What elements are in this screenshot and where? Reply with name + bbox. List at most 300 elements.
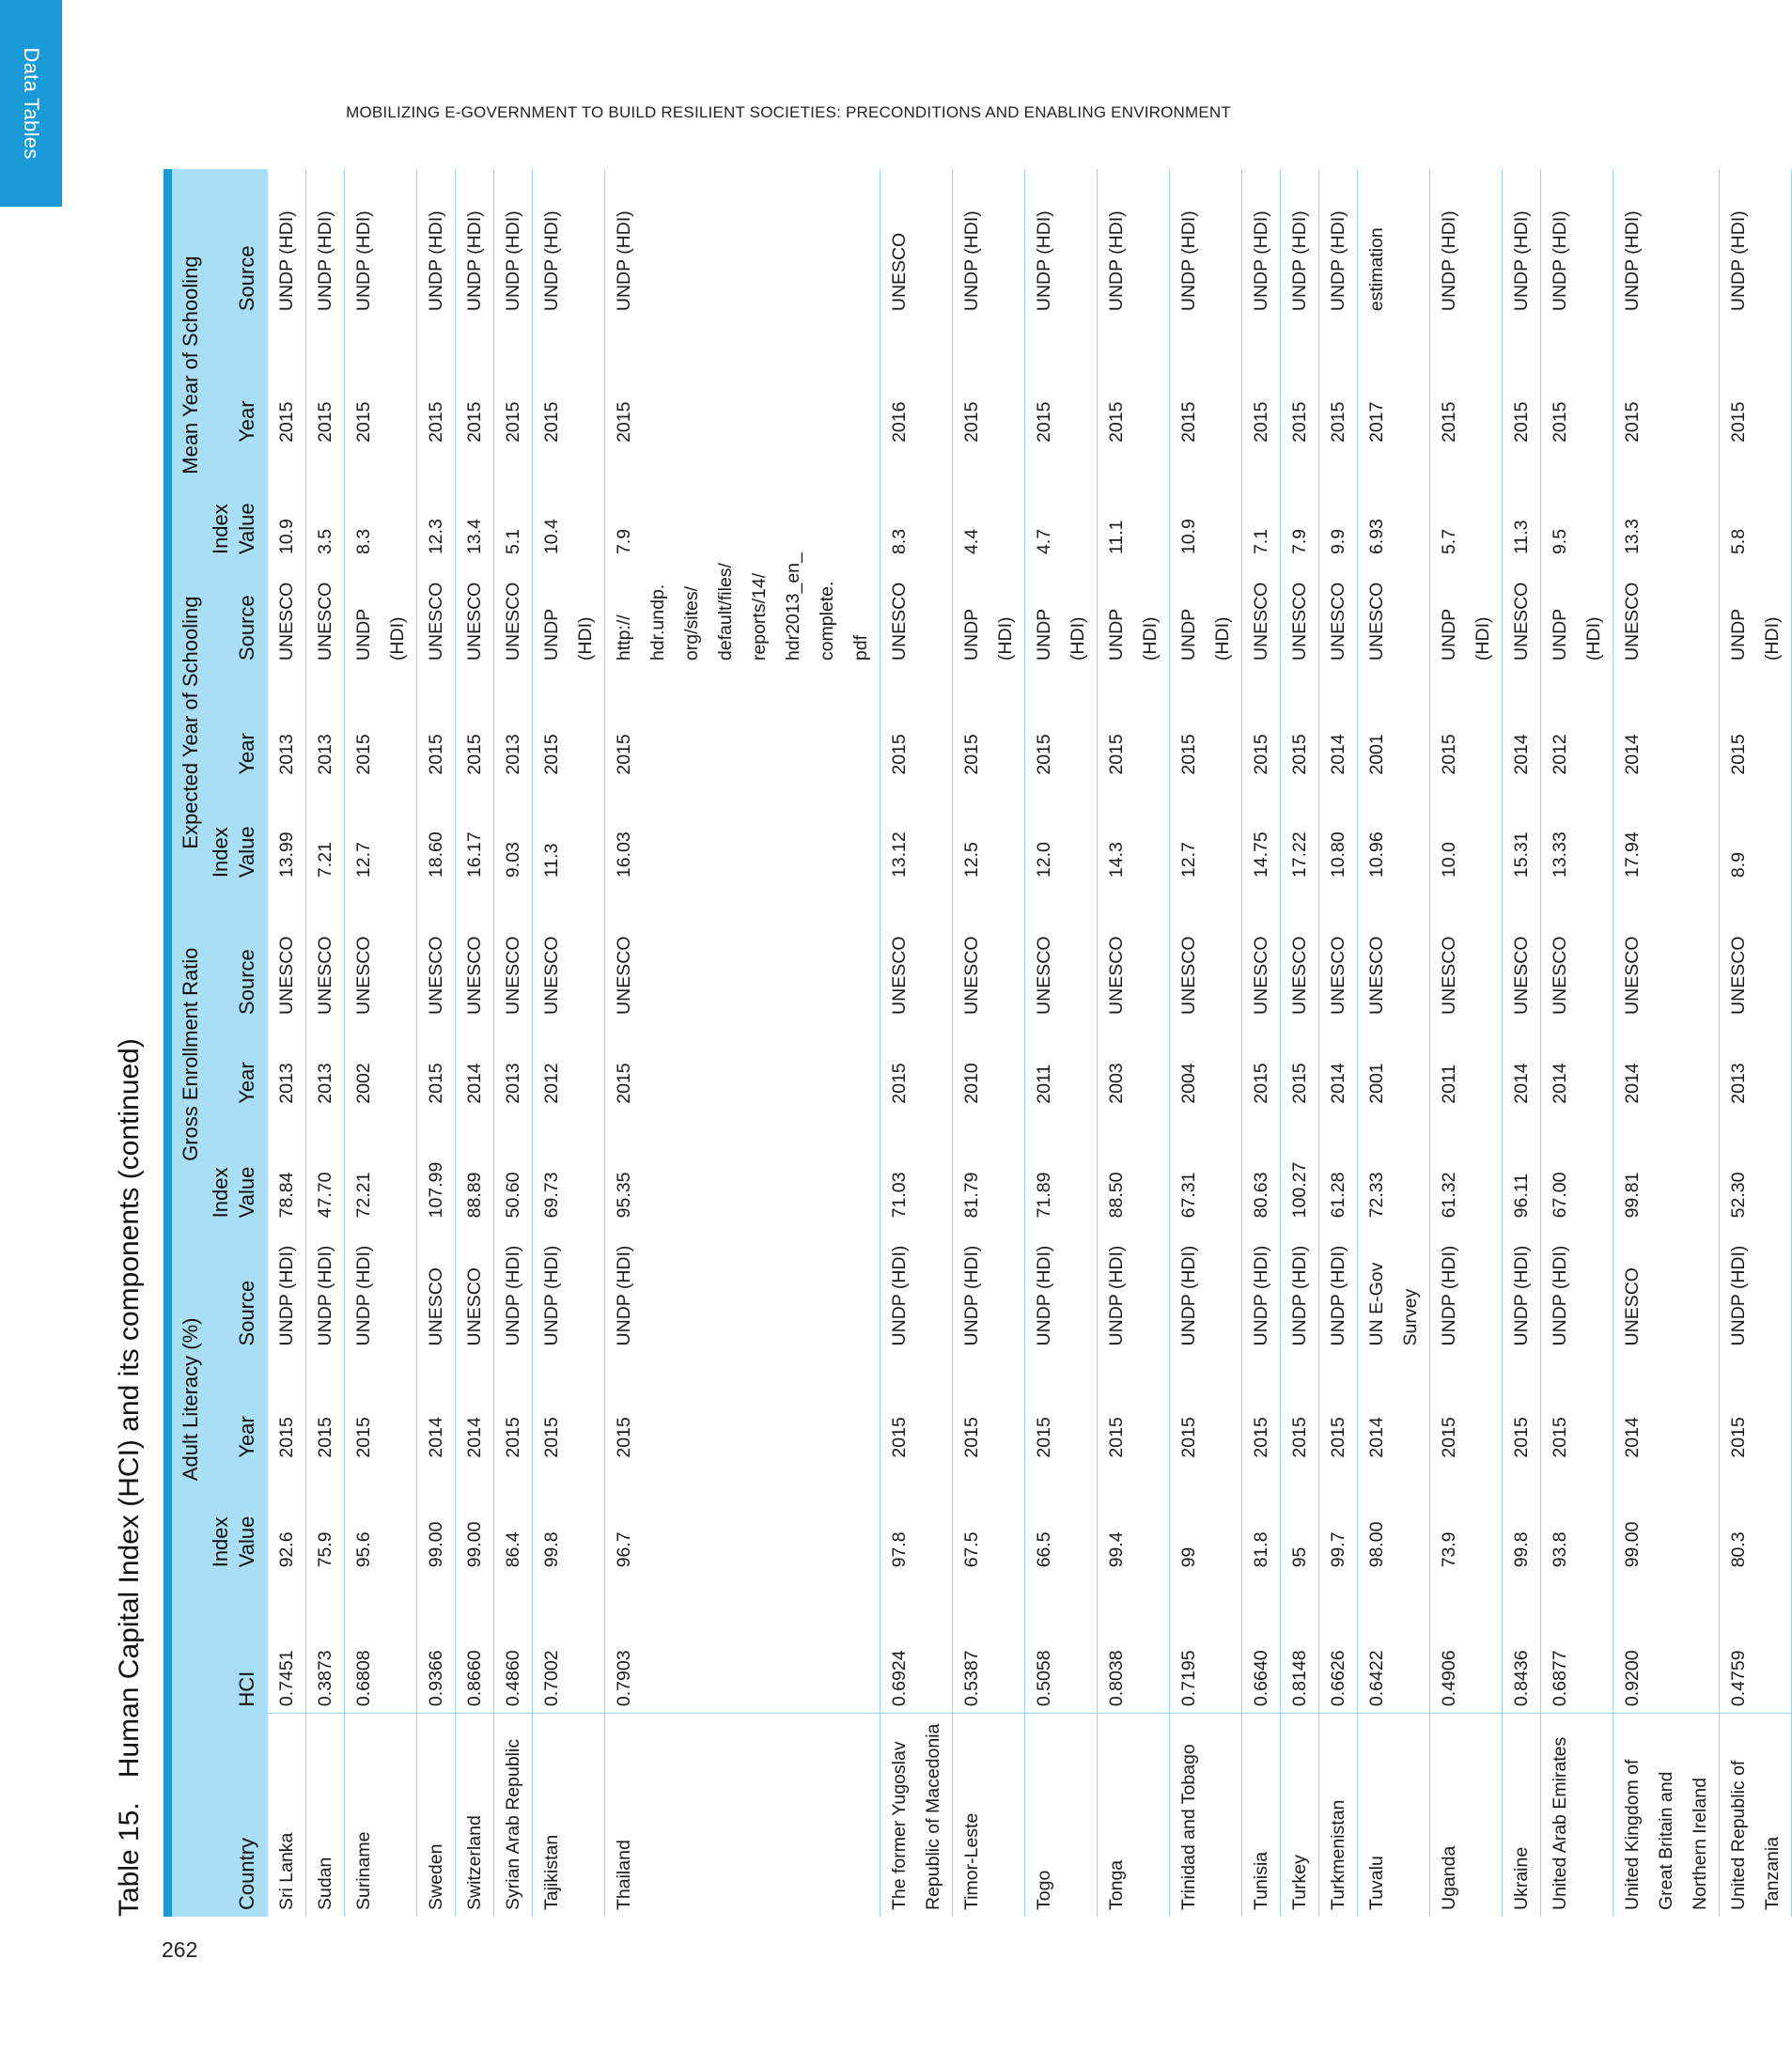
cell-ex-value: 16.03 xyxy=(614,831,634,878)
cell-ex-source: UNDP (HDI) xyxy=(1728,609,1783,661)
cell-ge-year: 2013 xyxy=(276,1063,297,1104)
cell-mn-source: UNDP (HDI) xyxy=(1289,210,1310,312)
cell-ex-year: 2014 xyxy=(1511,734,1532,775)
cell-ex-source: UNDP (HDI) xyxy=(541,609,596,661)
cell-mn-year: 2015 xyxy=(1251,401,1271,443)
table-row xyxy=(417,169,456,1917)
cell-al-value: 80.3 xyxy=(1728,1531,1749,1568)
cell-mn-value: 3.5 xyxy=(315,528,335,555)
cell-ge-value: 71.03 xyxy=(889,1172,910,1219)
cell-ge-value: 61.32 xyxy=(1439,1172,1459,1219)
cell-mn-source: UNDP (HDI) xyxy=(1328,210,1348,312)
cell-hci: 0.6422 xyxy=(1366,1650,1387,1707)
cell-hci: 0.6808 xyxy=(353,1650,374,1707)
cell-ex-value: 13.99 xyxy=(276,831,297,878)
cell-hci: 0.7002 xyxy=(541,1650,562,1707)
cell-ex-year: 2015 xyxy=(614,734,634,775)
cell-mn-year: 2015 xyxy=(276,401,297,443)
cell-ex-year: 2015 xyxy=(889,734,910,775)
cell-al-source: UNESCO xyxy=(426,1267,446,1346)
cell-al-source: UNESCO xyxy=(1622,1267,1643,1346)
cell-ex-source: UNESCO xyxy=(1251,582,1271,661)
cell-ex-source: UNDP (HDI) xyxy=(961,609,1016,661)
cell-al-value: 99.4 xyxy=(1106,1531,1127,1568)
cell-ge-year: 2003 xyxy=(1106,1063,1127,1104)
cell-al-year: 2015 xyxy=(503,1417,523,1458)
cell-ex-year: 2015 xyxy=(961,734,982,775)
cell-al-value: 92.6 xyxy=(276,1531,297,1568)
table-row xyxy=(268,169,306,1917)
cell-mn-value: 9.5 xyxy=(1550,528,1570,555)
cell-al-year: 2015 xyxy=(614,1417,634,1458)
cell-mn-year: 2015 xyxy=(464,401,485,443)
cell-country: Tonga xyxy=(1098,1714,1170,1917)
cell-al-source: UNDP (HDI) xyxy=(1328,1245,1348,1346)
cell-ex-value: 14.75 xyxy=(1251,831,1271,878)
cell-ex-year: 2012 xyxy=(1550,734,1570,775)
cell-hci: 0.8436 xyxy=(1511,1650,1532,1707)
table-header xyxy=(164,169,268,1917)
cell-mn-source: UNDP (HDI) xyxy=(1178,210,1199,312)
group-mean-schooling: Mean Year of Schooling xyxy=(172,169,206,561)
cell-country: Switzerland xyxy=(456,1714,494,1917)
cell-mn-value: 7.9 xyxy=(1289,528,1310,555)
cell-mn-year: 2015 xyxy=(1289,401,1310,443)
cell-ex-value: 12.7 xyxy=(1178,842,1199,878)
cell-mn-year: 2015 xyxy=(1550,401,1570,443)
col-ex-source: Source xyxy=(206,561,268,667)
cell-mn-value: 6.93 xyxy=(1366,519,1387,555)
cell-ge-value: 67.00 xyxy=(1550,1172,1570,1219)
cell-ex-value: 16.17 xyxy=(464,831,485,878)
cell-ex-source: UNDP (HDI) xyxy=(1178,609,1233,661)
cell-mn-year: 2015 xyxy=(1439,401,1459,443)
cell-al-year: 2015 xyxy=(1106,1417,1127,1458)
cell-country: Syrian Arab Republic xyxy=(494,1714,533,1917)
cell-al-value: 96.7 xyxy=(614,1531,634,1568)
cell-ge-value: 88.89 xyxy=(464,1172,485,1219)
cell-al-source: UNDP (HDI) xyxy=(276,1245,297,1346)
cell-ex-source: UNESCO xyxy=(426,582,446,661)
cell-hci: 0.4906 xyxy=(1439,1650,1459,1707)
cell-al-source: UNDP (HDI) xyxy=(961,1245,982,1346)
cell-ex-value: 13.12 xyxy=(889,831,910,878)
cell-mn-source: UNESCO xyxy=(889,232,910,312)
cell-ge-source: UNESCO xyxy=(503,936,523,1015)
cell-ge-source: UNESCO xyxy=(1178,936,1199,1015)
cell-ge-source: UNESCO xyxy=(961,936,982,1015)
cell-al-value: 99.00 xyxy=(464,1521,485,1568)
cell-al-source: UNDP (HDI) xyxy=(614,1245,634,1346)
col-ex-value: Index Value xyxy=(206,782,268,884)
cell-hci: 0.6626 xyxy=(1328,1650,1348,1707)
cell-mn-source: UNDP (HDI) xyxy=(541,210,562,312)
table-number: Table 15. xyxy=(114,1802,145,1917)
cell-ex-year: 2015 xyxy=(1251,734,1271,775)
cell-ex-year: 2015 xyxy=(1034,734,1054,775)
cell-hci: 0.5387 xyxy=(961,1650,982,1707)
table-row xyxy=(1319,169,1358,1917)
col-al-year: Year xyxy=(206,1352,268,1464)
cell-mn-value: 4.7 xyxy=(1034,528,1054,555)
cell-ge-source: UNESCO xyxy=(276,936,297,1015)
cell-ge-year: 2015 xyxy=(426,1063,446,1104)
col-ge-year: Year xyxy=(206,1021,268,1111)
cell-ex-source: UNDP (HDI) xyxy=(1034,609,1088,661)
cell-hci: 0.9200 xyxy=(1622,1650,1643,1707)
cell-ge-source: UNESCO xyxy=(315,936,335,1015)
cell-ex-source: UNESCO xyxy=(1366,582,1387,661)
cell-ex-value: 8.9 xyxy=(1728,851,1749,878)
cell-al-source: UNDP (HDI) xyxy=(503,1245,523,1346)
cell-ex-value: 14.3 xyxy=(1106,842,1127,878)
cell-ex-source: UNESCO xyxy=(889,582,910,661)
page-number: 262 xyxy=(162,1937,198,1962)
cell-al-year: 2015 xyxy=(541,1417,562,1458)
cell-al-source: UNDP (HDI) xyxy=(1511,1245,1532,1346)
cell-ex-value: 10.0 xyxy=(1439,842,1459,878)
cell-ge-source: UNESCO xyxy=(1511,936,1532,1015)
cell-al-year: 2015 xyxy=(1034,1417,1054,1458)
col-al-value: Index Value xyxy=(206,1465,268,1575)
col-ex-year: Year xyxy=(206,667,268,782)
table-row xyxy=(1242,169,1281,1917)
cell-ge-value: 95.35 xyxy=(614,1172,634,1219)
cell-mn-source: UNDP (HDI) xyxy=(276,210,297,312)
table-row xyxy=(1170,169,1242,1917)
table-row xyxy=(1430,169,1503,1917)
cell-al-value: 99.7 xyxy=(1328,1531,1348,1568)
cell-ex-year: 2015 xyxy=(1289,734,1310,775)
cell-mn-source: UNDP (HDI) xyxy=(1550,210,1570,312)
table-row xyxy=(494,169,533,1917)
cell-mn-source: UNDP (HDI) xyxy=(464,210,485,312)
cell-ex-source: UNDP (HDI) xyxy=(1550,609,1604,661)
col-ge-source: Source xyxy=(206,884,268,1021)
cell-ge-year: 2014 xyxy=(464,1063,485,1104)
cell-ex-source: UNESCO xyxy=(276,582,297,661)
table-row xyxy=(1720,169,1792,1917)
cell-al-source: UNDP (HDI) xyxy=(1178,1245,1199,1346)
cell-ex-value: 17.22 xyxy=(1289,831,1310,878)
cell-ex-year: 2014 xyxy=(1622,734,1643,775)
cell-hci: 0.7903 xyxy=(614,1650,634,1707)
cell-ge-year: 2014 xyxy=(1550,1063,1570,1104)
cell-al-value: 99 xyxy=(1178,1546,1199,1568)
cell-mn-source: UNDP (HDI) xyxy=(1251,210,1271,312)
cell-hci: 0.4860 xyxy=(503,1650,523,1707)
cell-al-value: 73.9 xyxy=(1439,1531,1459,1568)
cell-ge-year: 2012 xyxy=(541,1063,562,1104)
cell-ex-year: 2013 xyxy=(315,734,335,775)
cell-ge-year: 2014 xyxy=(1622,1063,1643,1104)
cell-mn-year: 2015 xyxy=(1728,401,1749,443)
cell-ge-source: UNESCO xyxy=(1622,936,1643,1015)
cell-mn-source: UNDP (HDI) xyxy=(353,210,374,312)
table-body xyxy=(268,169,1792,1917)
cell-mn-year: 2015 xyxy=(426,401,446,443)
table-row xyxy=(345,169,417,1917)
cell-mn-value: 4.4 xyxy=(961,528,982,555)
cell-ex-value: 12.7 xyxy=(353,842,374,878)
cell-ge-year: 2010 xyxy=(961,1063,982,1104)
cell-mn-source: UNDP (HDI) xyxy=(426,210,446,312)
cell-ge-value: 67.31 xyxy=(1178,1172,1199,1219)
cell-mn-value: 5.1 xyxy=(503,528,523,555)
cell-ge-year: 2015 xyxy=(614,1063,634,1104)
cell-hci: 0.9366 xyxy=(426,1650,446,1707)
cell-ex-year: 2015 xyxy=(426,734,446,775)
cell-mn-source: UNDP (HDI) xyxy=(1106,210,1127,312)
cell-mn-value: 5.8 xyxy=(1728,528,1749,555)
cell-mn-year: 2015 xyxy=(353,401,374,443)
cell-ge-year: 2015 xyxy=(889,1063,910,1104)
cell-mn-year: 2015 xyxy=(1178,401,1199,443)
cell-ge-source: UNESCO xyxy=(464,936,485,1015)
cell-ge-year: 2004 xyxy=(1178,1063,1199,1104)
cell-mn-value: 13.3 xyxy=(1622,519,1643,555)
table-row xyxy=(953,169,1025,1917)
cell-ex-source: UNESCO xyxy=(464,582,485,661)
cell-al-value: 99.00 xyxy=(1622,1521,1643,1568)
cell-mn-value: 8.3 xyxy=(353,528,374,555)
cell-ge-source: UNESCO xyxy=(1439,936,1459,1015)
cell-al-year: 2015 xyxy=(315,1417,335,1458)
col-mn-year: Year xyxy=(206,318,268,449)
cell-al-value: 99.00 xyxy=(426,1521,446,1568)
cell-ge-year: 2013 xyxy=(315,1063,335,1104)
col-ge-value: Index Value xyxy=(206,1111,268,1225)
cell-al-value: 75.9 xyxy=(315,1531,335,1568)
cell-ex-value: 12.0 xyxy=(1034,842,1054,878)
cell-ge-value: 100.27 xyxy=(1289,1161,1310,1219)
cell-ex-value: 10.96 xyxy=(1366,831,1387,878)
cell-ex-year: 2013 xyxy=(503,734,523,775)
cell-ex-source: UNESCO xyxy=(1511,582,1532,661)
cell-al-source: UN E-Gov Survey xyxy=(1366,1262,1421,1346)
cell-al-value: 99.8 xyxy=(1511,1531,1532,1568)
cell-mn-source: estimation xyxy=(1366,227,1387,312)
cell-mn-source: UNDP (HDI) xyxy=(315,210,335,312)
cell-al-source: UNDP (HDI) xyxy=(1728,1245,1749,1346)
cell-ex-source: UNDP (HDI) xyxy=(1439,609,1493,661)
table-row xyxy=(1613,169,1720,1917)
cell-al-year: 2015 xyxy=(889,1417,910,1458)
cell-mn-value: 11.1 xyxy=(1106,520,1127,555)
table-row xyxy=(1503,169,1541,1917)
cell-ge-year: 2011 xyxy=(1034,1064,1054,1104)
col-hci: HCI xyxy=(206,1574,268,1713)
cell-ge-source: UNESCO xyxy=(889,936,910,1015)
cell-country: Trinidad and Tobago xyxy=(1170,1714,1242,1917)
cell-ge-source: UNESCO xyxy=(1728,936,1749,1015)
cell-al-year: 2015 xyxy=(1178,1417,1199,1458)
cell-mn-source: UNDP (HDI) xyxy=(503,210,523,312)
cell-mn-source: UNDP (HDI) xyxy=(961,210,982,312)
cell-mn-value: 10.9 xyxy=(1178,519,1199,555)
cell-ge-value: 78.84 xyxy=(276,1172,297,1219)
cell-mn-value: 9.9 xyxy=(1328,528,1348,555)
cell-country: United Arab Emirates xyxy=(1541,1714,1613,1917)
table-row xyxy=(605,169,880,1917)
cell-al-year: 2015 xyxy=(1328,1417,1348,1458)
cell-ge-source: UNESCO xyxy=(1034,936,1054,1015)
cell-al-value: 81.8 xyxy=(1251,1531,1271,1568)
cell-mn-year: 2015 xyxy=(315,401,335,443)
cell-ex-value: 11.3 xyxy=(541,843,562,878)
cell-ex-value: 15.31 xyxy=(1511,831,1532,878)
cell-ex-year: 2015 xyxy=(541,734,562,775)
cell-ex-source: UNDP (HDI) xyxy=(353,609,408,661)
cell-al-value: 97.8 xyxy=(889,1531,910,1568)
cell-ex-value: 17.94 xyxy=(1622,831,1643,878)
cell-al-value: 86.4 xyxy=(503,1531,523,1568)
cell-al-source: UNDP (HDI) xyxy=(1034,1245,1054,1346)
cell-mn-year: 2015 xyxy=(1622,401,1643,443)
cell-mn-value: 5.7 xyxy=(1439,528,1459,555)
cell-ge-year: 2015 xyxy=(1289,1063,1310,1104)
cell-ex-year: 2015 xyxy=(1106,734,1127,775)
cell-ex-source: UNESCO xyxy=(503,582,523,661)
cell-al-value: 66.5 xyxy=(1034,1531,1054,1568)
cell-ge-year: 2015 xyxy=(1251,1063,1271,1104)
cell-country: Sri Lanka xyxy=(268,1714,306,1917)
cell-hci: 0.8038 xyxy=(1106,1650,1127,1707)
cell-hci: 0.3873 xyxy=(315,1650,335,1707)
cell-country: Tunisia xyxy=(1242,1714,1281,1917)
cell-ge-value: 81.79 xyxy=(961,1172,982,1219)
cell-al-year: 2015 xyxy=(276,1417,297,1458)
cell-country: Timor-Leste xyxy=(953,1714,1025,1917)
cell-country: Tajikistan xyxy=(533,1714,605,1917)
cell-hci: 0.8660 xyxy=(464,1650,485,1707)
cell-ex-value: 7.21 xyxy=(315,842,335,878)
table-row xyxy=(1358,169,1430,1917)
cell-ex-year: 2015 xyxy=(1178,734,1199,775)
cell-ge-year: 2014 xyxy=(1328,1063,1348,1104)
cell-ge-source: UNESCO xyxy=(1106,936,1127,1015)
cell-ge-value: 99.81 xyxy=(1622,1172,1643,1219)
cell-al-source: UNDP (HDI) xyxy=(353,1245,374,1346)
cell-al-year: 2015 xyxy=(1728,1417,1749,1458)
cell-country: Togo xyxy=(1025,1714,1098,1917)
cell-al-source: UNDP (HDI) xyxy=(889,1245,910,1346)
cell-al-value: 67.5 xyxy=(961,1531,982,1568)
cell-mn-year: 2015 xyxy=(614,401,634,443)
cell-ge-source: UNESCO xyxy=(1550,936,1570,1015)
cell-ex-year: 2014 xyxy=(1328,734,1348,775)
cell-mn-value: 10.4 xyxy=(541,519,562,555)
cell-ge-source: UNESCO xyxy=(1289,936,1310,1015)
cell-al-value: 98.00 xyxy=(1366,1521,1387,1568)
hci-table xyxy=(164,169,1792,1917)
table-caption: Human Capital Index (HCI) and its components (continued) xyxy=(114,1038,145,1779)
cell-ge-year: 2013 xyxy=(1728,1063,1749,1104)
cell-ge-value: 88.50 xyxy=(1106,1172,1127,1219)
cell-al-year: 2014 xyxy=(1622,1417,1643,1458)
cell-ge-source: UNESCO xyxy=(1251,936,1271,1015)
cell-ge-source: UNESCO xyxy=(614,936,634,1015)
cell-ex-value: 12.5 xyxy=(961,842,982,878)
table-row xyxy=(1281,169,1319,1917)
cell-al-year: 2014 xyxy=(464,1417,485,1458)
cell-hci: 0.7195 xyxy=(1178,1650,1199,1707)
table-row xyxy=(1541,169,1613,1917)
section-tab-label: Data Tables xyxy=(20,47,43,160)
cell-mn-source: UNDP (HDI) xyxy=(1511,210,1532,312)
cell-country: Suriname xyxy=(345,1714,417,1917)
cell-al-source: UNDP (HDI) xyxy=(315,1245,335,1346)
cell-mn-value: 10.9 xyxy=(276,519,297,555)
cell-ge-value: 72.21 xyxy=(353,1172,374,1219)
cell-country: Ukraine xyxy=(1503,1714,1541,1917)
cell-al-value: 99.8 xyxy=(541,1531,562,1568)
cell-mn-year: 2016 xyxy=(889,401,910,443)
cell-ge-source: UNESCO xyxy=(353,936,374,1015)
cell-al-year: 2015 xyxy=(1289,1417,1310,1458)
cell-al-value: 95 xyxy=(1289,1546,1310,1568)
cell-ge-value: 52.30 xyxy=(1728,1172,1749,1219)
cell-mn-source: UNDP (HDI) xyxy=(1439,210,1459,312)
cell-mn-year: 2015 xyxy=(1034,401,1054,443)
cell-country: The former Yugoslav Republic of Macedonia xyxy=(880,1714,953,1917)
cell-country: Sudan xyxy=(306,1714,345,1917)
cell-ge-value: 80.63 xyxy=(1251,1172,1271,1219)
cell-ge-source: UNESCO xyxy=(426,936,446,1015)
cell-mn-value: 8.3 xyxy=(889,528,910,555)
cell-ex-value: 18.60 xyxy=(426,831,446,878)
cell-al-value: 93.8 xyxy=(1550,1531,1570,1568)
group-expected-schooling: Expected Year of Schooling xyxy=(172,561,206,884)
cell-al-source: UNDP (HDI) xyxy=(1106,1245,1127,1346)
cell-country: United Kingdom of Great Britain and Northern Ireland xyxy=(1613,1714,1720,1917)
cell-al-year: 2015 xyxy=(1439,1417,1459,1458)
cell-ge-value: 61.28 xyxy=(1328,1172,1348,1219)
cell-hci: 0.8148 xyxy=(1289,1650,1310,1707)
cell-ex-source: http:// hdr.undp. org/sites/ default/files/ reports/14/ hdr2013_en_ complete. pdf xyxy=(614,552,871,661)
col-mn-value: Index Value xyxy=(206,449,268,561)
cell-ge-value: 47.70 xyxy=(315,1172,335,1219)
table-row xyxy=(1098,169,1170,1917)
group-gross-enrollment: Gross Enrollment Ratio xyxy=(172,884,206,1224)
header-accent-bar xyxy=(164,169,172,1917)
table-row xyxy=(533,169,605,1917)
col-al-source: Source xyxy=(206,1224,268,1352)
cell-country: Tuvalu xyxy=(1358,1714,1430,1917)
cell-ex-source: UNESCO xyxy=(1289,582,1310,661)
cell-ex-value: 13.33 xyxy=(1550,831,1570,878)
cell-country: Uganda xyxy=(1430,1714,1503,1917)
table-row xyxy=(1025,169,1098,1917)
cell-al-year: 2014 xyxy=(426,1417,446,1458)
cell-ge-value: 71.89 xyxy=(1034,1172,1054,1219)
cell-ge-year: 2013 xyxy=(503,1063,523,1104)
cell-al-value: 95.6 xyxy=(353,1531,374,1568)
running-header: MOBILIZING E-GOVERNMENT TO BUILD RESILIENT SOCIETIES: PRECONDITIONS AND ENABLING ENVIRONMENT xyxy=(346,103,1231,121)
cell-ge-value: 50.60 xyxy=(503,1172,523,1219)
table-row xyxy=(880,169,953,1917)
cell-mn-year: 2015 xyxy=(961,401,982,443)
cell-ge-value: 107.99 xyxy=(426,1161,446,1219)
cell-mn-value: 12.3 xyxy=(426,519,446,555)
cell-mn-source: UNDP (HDI) xyxy=(1728,210,1749,312)
cell-country: Thailand xyxy=(605,1714,880,1917)
cell-ge-year: 2011 xyxy=(1439,1064,1459,1104)
cell-hci: 0.6924 xyxy=(889,1650,910,1707)
cell-mn-year: 2015 xyxy=(1328,401,1348,443)
cell-ex-year: 2015 xyxy=(1439,734,1459,775)
cell-ex-year: 2001 xyxy=(1366,734,1387,775)
